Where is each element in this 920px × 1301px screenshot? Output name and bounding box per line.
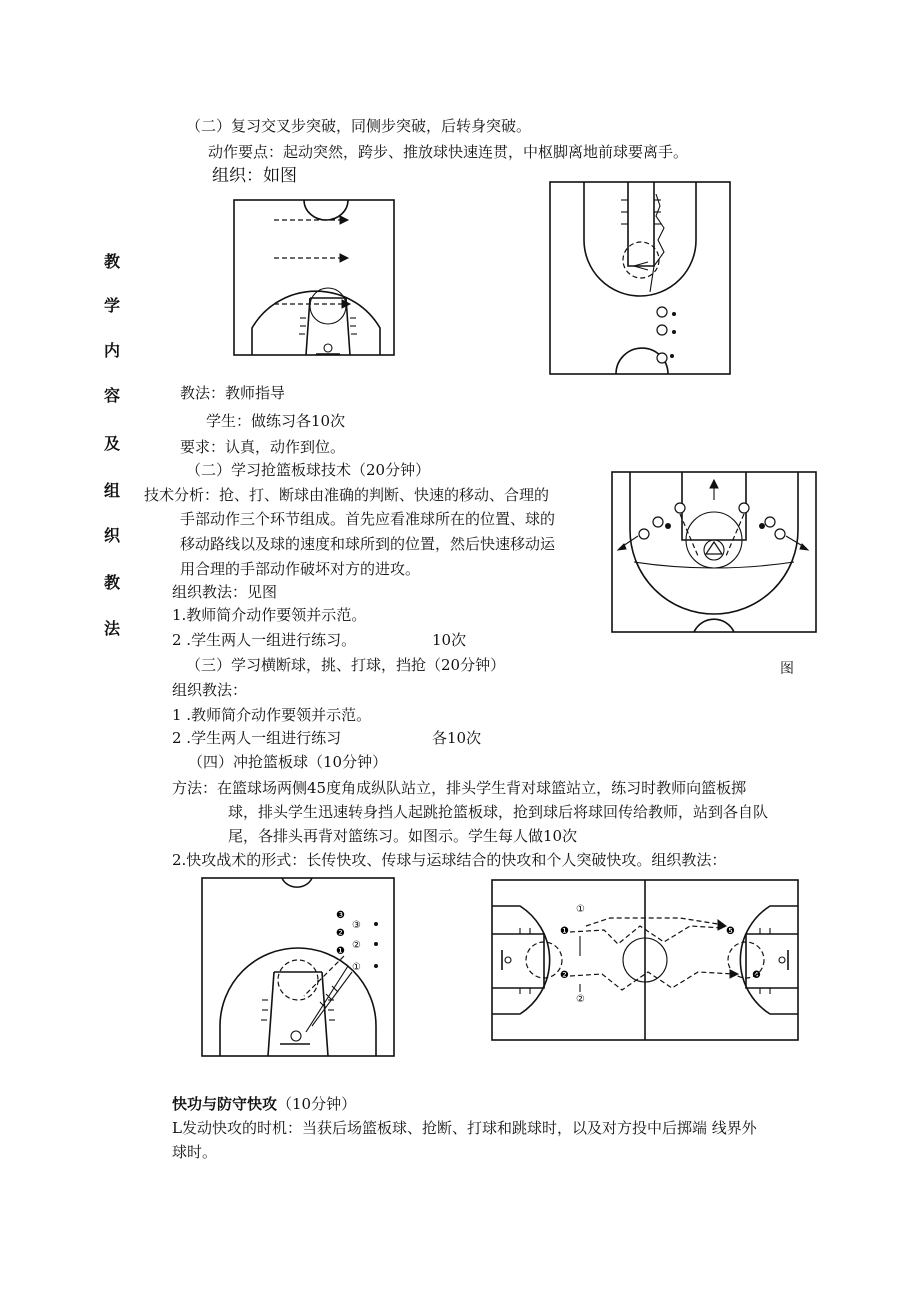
text-line: 2 .学生两人一组进行练习 <box>172 729 342 747</box>
side-char: 教 <box>104 573 121 592</box>
text-line: 动作要点：起动突然，跨步、推放球快速连贯，中枢脚离地前球要离手。 <box>208 143 689 161</box>
text-line: 2.快攻战术的形式：长传快攻、传球与运球结合的快攻和个人突破快攻。组织教法： <box>172 851 727 869</box>
text-line: 教法：教师指导 <box>180 384 286 402</box>
text-line: 1 .教师简介动作要领并示范。 <box>172 706 372 724</box>
text-line: 组织：如图 <box>212 166 297 186</box>
text-line: （二）学习抢篮板球技术（20分钟） <box>186 461 431 479</box>
section-heading <box>172 1094 356 1114</box>
text-line: 要求：认真，动作到位。 <box>180 438 346 456</box>
text-line: 2 .学生两人一组进行练习。 <box>172 631 357 649</box>
text-line: 组织教法： <box>172 681 248 699</box>
text-line: 学生：做练习各10次 <box>206 412 346 430</box>
text-line: L发动快攻的时机：当获后场篮板球、抢断、打球和跳球时，以及对方投中后掷端 线界外 <box>172 1119 757 1137</box>
side-char: 法 <box>104 619 121 638</box>
side-char: 及 <box>104 434 121 453</box>
text-line: 尾，各排头再背对篮练习。如图示。学生每人做10次 <box>228 827 578 845</box>
court-diagram-1 <box>232 198 396 358</box>
text-line: 手部动作三个环节组成。首先应看准球所在的位置、球的 <box>180 510 556 528</box>
player-2: ② <box>352 940 361 951</box>
defender-4: ❹ <box>752 970 761 981</box>
player-3: ③ <box>352 920 361 931</box>
text-line: 球，排头学生迅速转身挡人起跳抢篮板球，抢到球后将球回传给教师，站到各自队 <box>228 803 769 821</box>
side-char: 学 <box>104 296 121 315</box>
court-diagram-5 <box>490 878 800 1042</box>
heading-duration: （10分钟） <box>277 1095 357 1113</box>
defender-1: ❶ <box>560 926 569 937</box>
defender-2: ❷ <box>560 970 569 981</box>
text-line: 移动路线以及球的速度和球所到的位置，然后快速移动运 <box>180 535 556 553</box>
court-diagram-2 <box>548 180 732 376</box>
text-line: 10次 <box>432 631 467 649</box>
side-char: 教 <box>104 252 121 271</box>
heading-text: 快功与防守快攻 <box>172 1095 278 1113</box>
figure-label: 图 <box>780 661 794 677</box>
text-line: （三）学习横断球，挑、打球，挡抢（20分钟） <box>186 656 506 674</box>
text-line: （四）冲抢篮板球（10分钟） <box>188 753 388 771</box>
defender-5: ❺ <box>726 926 735 937</box>
text-line: （二）复习交叉步突破，同侧步突破，后转身突破。 <box>186 117 532 135</box>
text-line: 球时。 <box>172 1143 218 1161</box>
player-1: ① <box>352 962 361 973</box>
side-char: 织 <box>104 526 121 545</box>
text-line: 各10次 <box>432 729 482 747</box>
defender-3: ❸ <box>336 910 345 921</box>
court-diagram-4 <box>200 876 396 1058</box>
defender-2: ❷ <box>336 928 345 939</box>
player-1: ① <box>576 904 585 915</box>
side-char: 容 <box>104 386 121 405</box>
player-2: ② <box>576 994 585 1005</box>
text-line: 方法：在篮球场两侧45度角成纵队站立，排头学生背对球篮站立，练习时教师向篮板掷 <box>172 779 747 797</box>
text-line: 1.教师简介动作要领并示范。 <box>172 606 367 624</box>
text-line: 用合理的手部动作破坏对方的进攻。 <box>180 560 421 578</box>
side-char: 内 <box>104 341 121 360</box>
court-diagram-3 <box>610 470 818 634</box>
text-line: 组织教法：见图 <box>172 583 278 601</box>
text-line: 技术分析：抢、打、断球由准确的判断、快速的移动、合理的 <box>144 486 550 504</box>
defender-1: ❶ <box>336 946 345 957</box>
side-char: 组 <box>104 481 121 500</box>
